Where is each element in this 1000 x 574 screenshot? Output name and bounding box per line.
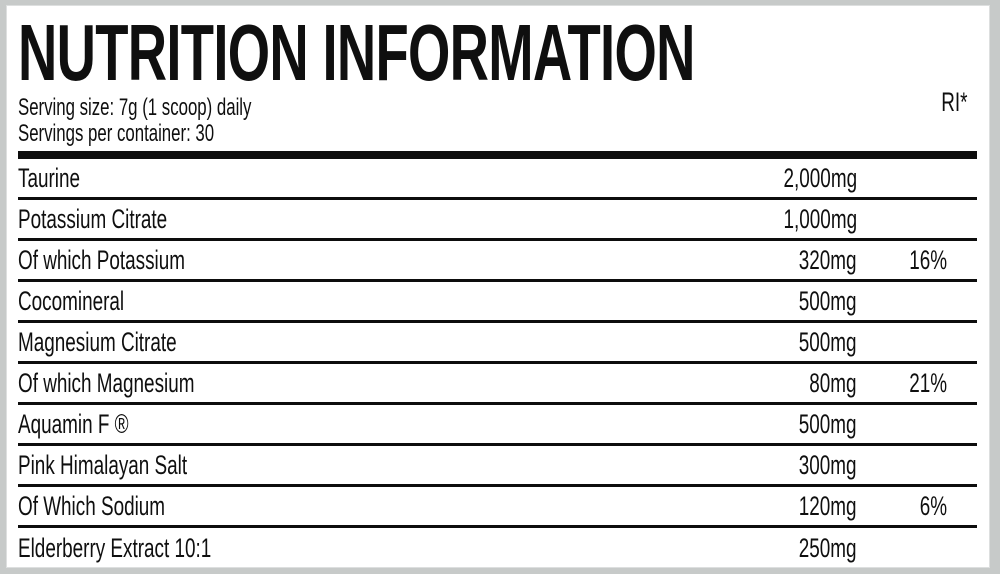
ingredient-ri: 21% bbox=[909, 368, 947, 398]
ingredient-ri: 16% bbox=[909, 245, 947, 275]
ingredient-amount: 120mg bbox=[799, 491, 857, 521]
nutrition-table bbox=[18, 159, 977, 568]
ingredient-ri bbox=[857, 204, 977, 234]
ingredient-amount: 500mg bbox=[799, 409, 857, 439]
serving-size-line: Serving size: 7g (1 scoop) daily bbox=[18, 94, 252, 121]
ingredient-name: Pink Himalayan Salt bbox=[18, 450, 188, 480]
ingredient-amount: 320mg bbox=[799, 245, 857, 275]
table-row bbox=[18, 200, 977, 241]
ingredient-name: Aquamin F ® bbox=[18, 409, 129, 439]
ingredient-amount: 2,000mg bbox=[783, 163, 857, 193]
ingredient-name: Potassium Citrate bbox=[18, 204, 168, 234]
label-title bbox=[18, 8, 977, 97]
servings-per-container-line: Servings per container: 30 bbox=[18, 120, 215, 147]
header-separator-bar bbox=[18, 151, 977, 159]
ingredient-amount: 250mg bbox=[799, 533, 857, 563]
ingredient-name: Magnesium Citrate bbox=[18, 327, 177, 357]
ingredient-name: Of which Magnesium bbox=[18, 368, 195, 398]
ri-column-header: RI* bbox=[941, 87, 968, 117]
ingredient-ri bbox=[857, 533, 977, 563]
ingredient-amount: 500mg bbox=[799, 286, 857, 316]
table-row bbox=[18, 528, 977, 568]
ingredient-name: Of which Potassium bbox=[18, 245, 186, 275]
table-row bbox=[18, 323, 977, 364]
serving-info bbox=[18, 87, 977, 147]
table-row bbox=[18, 405, 977, 446]
table-row bbox=[18, 364, 977, 405]
label-content bbox=[6, 8, 990, 574]
table-row bbox=[18, 282, 977, 323]
ingredient-amount: 80mg bbox=[809, 368, 857, 398]
ingredient-ri bbox=[857, 450, 977, 480]
table-row bbox=[18, 446, 977, 487]
ingredient-ri bbox=[857, 286, 977, 316]
ingredient-ri: 6% bbox=[919, 491, 947, 521]
ingredient-name: Taurine bbox=[18, 163, 80, 193]
ingredient-amount: 1,000mg bbox=[783, 204, 857, 234]
table-row bbox=[18, 487, 977, 528]
table-row bbox=[18, 241, 977, 282]
table-row bbox=[18, 159, 977, 200]
ingredient-name: Of Which Sodium bbox=[18, 491, 166, 521]
ingredient-amount: 500mg bbox=[799, 327, 857, 357]
ingredient-ri bbox=[857, 327, 977, 357]
ingredient-amount: 300mg bbox=[799, 450, 857, 480]
label-title-text: NUTRITION INFORMATION bbox=[18, 8, 695, 97]
ingredient-name: Elderberry Extract 10:1 bbox=[18, 533, 212, 563]
ingredient-name: Cocomineral bbox=[18, 286, 125, 316]
ingredient-ri bbox=[857, 409, 977, 439]
ingredient-ri bbox=[857, 163, 977, 193]
